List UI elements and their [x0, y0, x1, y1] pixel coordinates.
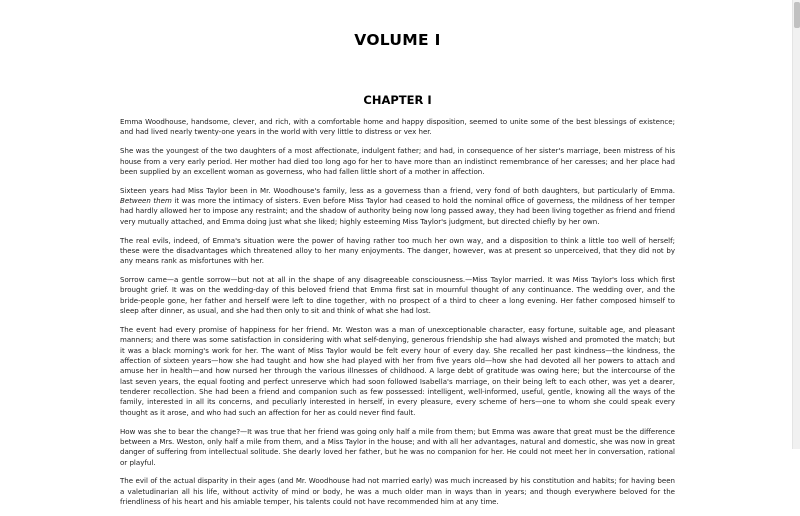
- scrollbar-thumb[interactable]: [794, 2, 800, 28]
- paragraph-4: The real evils, indeed, of Emma's situation were the power of having rather too much her own way, and a disposition to think a little too well of herself; these were the disadvantages which threatened alloy to her many enjoyments. The danger, however, was at present so unperceived, that they did not by any means rank as misfortunes with her.: [120, 235, 675, 266]
- volume-title: VOLUME I: [354, 31, 441, 49]
- paragraph-1: Emma Woodhouse, handsome, clever, and rich, with a comfortable home and happy disposition, seemed to unite some of the best blessings of existence; and had lived nearly twenty-one years in the world with very little to distress or vex her.: [120, 117, 675, 137]
- paragraph-3-emphasis: Between them: [120, 196, 172, 206]
- chapter-body: [120, 117, 675, 508]
- paragraph-2: She was the youngest of the two daughters of a most affectionate, indulgent father; and had, in consequence of her sister's marriage, been mistress of his house from a very early period. Her mother had died too long ago for her to have more than an indistinct remembrance of her caresses; and her place had been supplied by an excellent woman as governess, who had fallen little short of a mother in affection.: [120, 146, 675, 176]
- paragraph-3-text-end: it was more the intimacy of sisters. Even before Miss Taylor had ceased to hold the nominal office of governess, the mildness of her temper had hardly allowed her to impose any restraint; and the shadow of authority being now long passed away, they had been living together as friend and friend very mutually attached, and Emma doing just what she liked; highly esteeming Miss Taylor's judgment, but directed chiefly by her own.: [120, 196, 675, 226]
- chapter-title: CHAPTER I: [363, 93, 432, 107]
- paragraph-3-text-start: Sixteen years had Miss Taylor been in Mr. Woodhouse's family, less as a governess than a friend, very fond of both daughters, but particularly of Emma.: [120, 185, 675, 195]
- paragraph-7: How was she to bear the change?—It was true that her friend was going only half a mile from them; but Emma was aware that great must be the difference between a Mrs. Weston, only half a mile from them, and a Miss Taylor in the house; and with all her advantages, natural and domestic, she was now in great danger of suffering from intellectual solitude. She dearly loved her father, but he was no companion for her. He could not meet her in conversation, rational or playful.: [120, 426, 675, 467]
- vertical-scrollbar[interactable]: [792, 0, 800, 449]
- book-content: [120, 0, 675, 516]
- paragraph-5: Sorrow came—a gentle sorrow—but not at all in the shape of any disagreeable consciousness.—Miss Taylor married. It was Miss Taylor's loss which first brought grief. It was on the wedding-day of this beloved friend that Emma first sat in mournful thought of any continuance. The wedding over, and the bride-people gone, her father and herself were left to dine together, with no prospect of a third to cheer a long evening. Her father composed himself to sleep after dinner, as usual, and she had then only to sit and think of what she had lost.: [120, 275, 675, 316]
- paragraph-6: The event had every promise of happiness for her friend. Mr. Weston was a man of unexceptionable character, easy fortune, suitable age, and pleasant manners; and there was some satisfaction in considering with what self-denying, generous friendship she had always wished and promoted the match; but it was a black morning's work for her. The want of Miss Taylor would be felt every hour of every day. She recalled her past kindness—the kindness, the affection of sixteen years—how she had taught and how she had played with her from five years old—how she had devoted all her powers to attach and amuse her in health—and how nursed her through the various illnesses of childhood. A large debt of gratitude was owing here; but the intercourse of the last seven years, the equal footing and perfect unreserve which had soon followed Isabella's marriage, on their being left to each other, was yet a dearer, tenderer recollection. She had been a friend and companion such as few possessed: intelligent, well-informed, useful, gentle, knowing all the ways of the family, interested in all its concerns, and peculiarly interested in herself, in every pleasure, every scheme of hers—one to whom she could speak every thought as it arose, and who had such an affection for her as could never find fault.: [120, 325, 675, 417]
- paragraph-3: [120, 186, 675, 227]
- paragraph-8: The evil of the actual disparity in their ages (and Mr. Woodhouse had not married early) was much increased by his constitution and habits; for having been a valetudinarian all his life, without activity of mind or body, he was a much older man in ways than in years; and though everywhere beloved for the friendliness of his heart and his amiable temper, his talents could not have recommended him at any time.: [120, 476, 675, 507]
